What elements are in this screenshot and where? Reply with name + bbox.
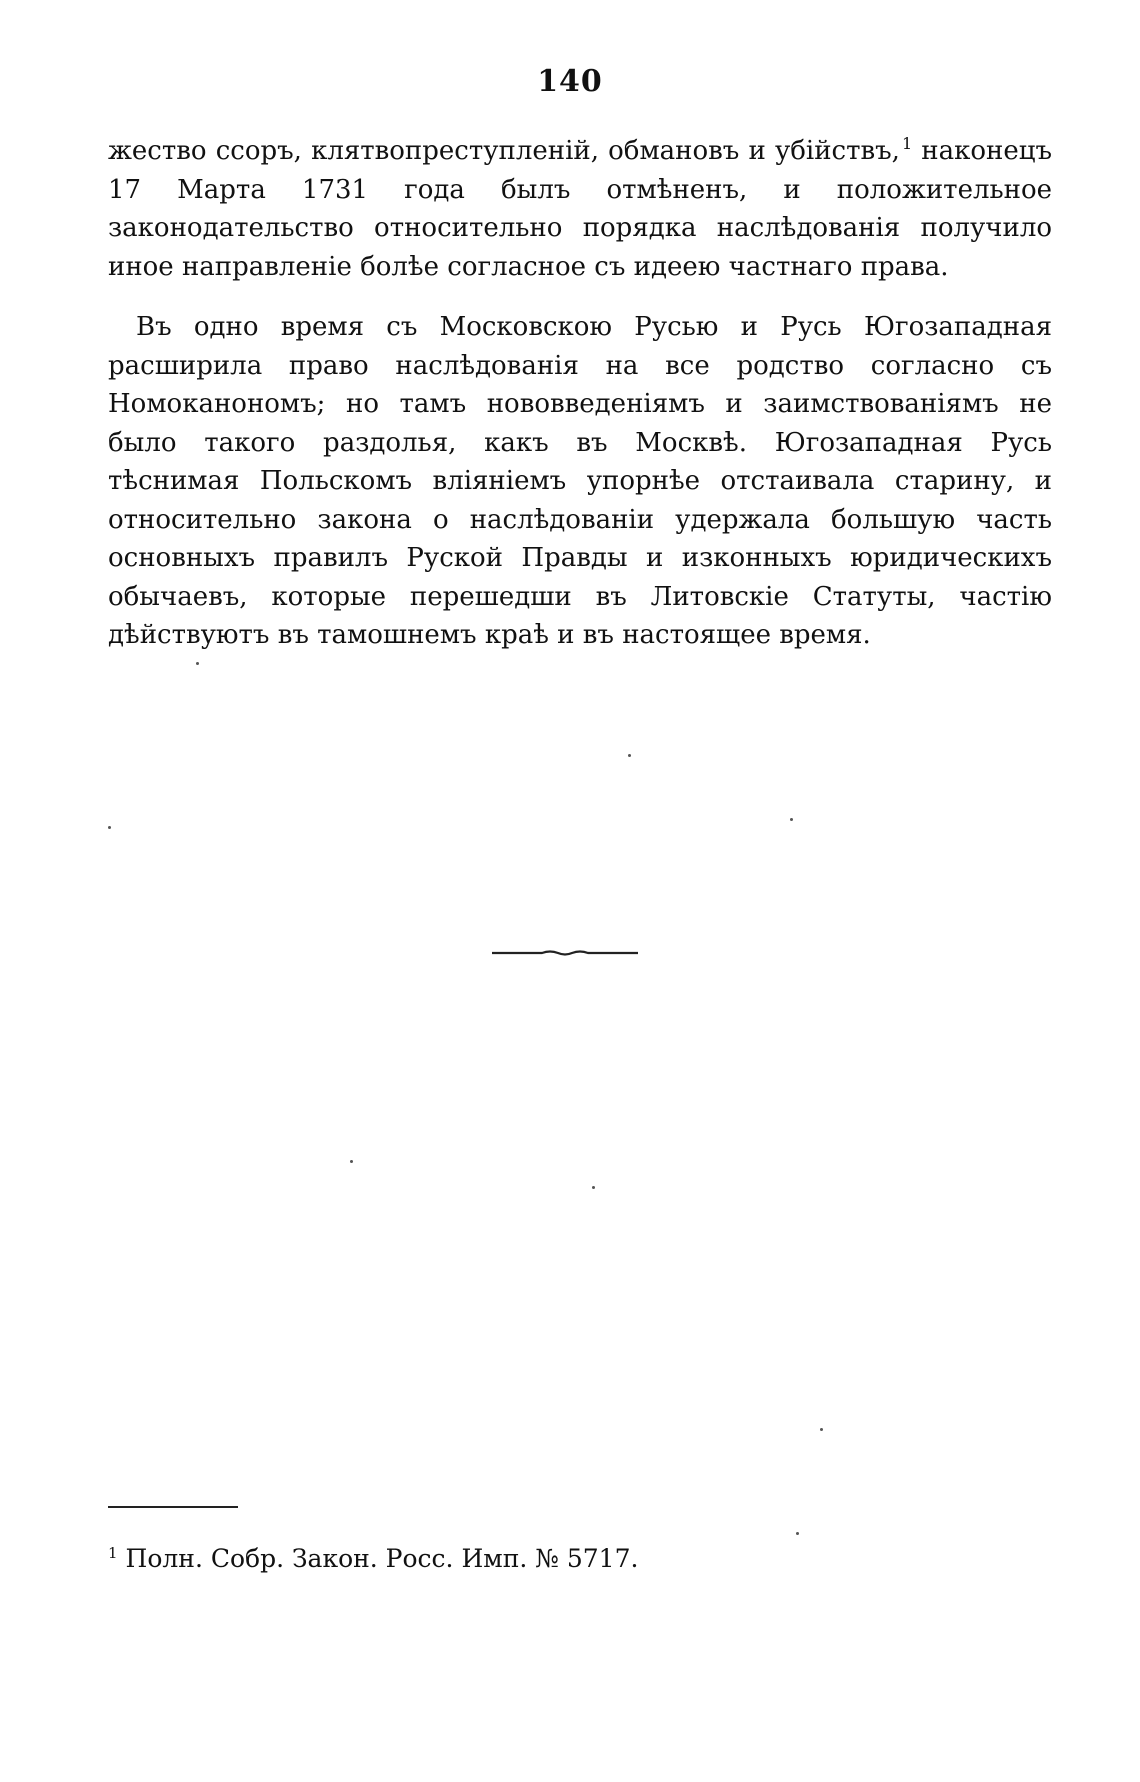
footnote	[108, 1542, 1048, 1576]
footnote-marker: 1	[108, 1544, 118, 1562]
body-text	[108, 132, 1052, 655]
scan-speck	[196, 662, 199, 665]
footnote-reference[interactable]: 1	[901, 134, 913, 153]
section-divider-line	[492, 952, 638, 955]
scan-speck	[350, 1160, 353, 1163]
scan-speck	[820, 1428, 823, 1431]
scan-speck	[108, 826, 111, 829]
footnote-text: Полн. Собр. Закон. Росс. Имп. № 5717.	[125, 1544, 639, 1573]
scan-speck	[790, 818, 793, 821]
scan-speck	[628, 754, 631, 757]
scan-speck	[796, 1532, 799, 1535]
section-divider	[490, 946, 640, 960]
paragraph-1	[108, 132, 1052, 286]
paragraph-2	[108, 308, 1052, 655]
scan-speck	[592, 1186, 595, 1189]
paragraph-1-text-after: наконецъ 17 Марта 1731 года былъ отмѣненъ, и положительное законодательство относительно порядка наслѣдованія получило иное направленіе болѣе согласное съ идеею частнаго права.	[108, 136, 1053, 282]
paragraph-2-text: Въ одно время съ Московскою Русью и Русь Югозападная расширила право наслѣдованія на все родство согласно съ Номоканономъ; но тамъ нововведеніямъ и заимствованіямъ не было такого раздолья, какъ въ Москвѣ. Югозападная Русь тѣснимая Польскомъ вліяніемъ упорнѣе отстаивала старину, и относительно закона о наслѣдованіи удержала большую часть основныхъ правилъ Руской Правды и изконныхъ юридическихъ обычаевъ, которые перешедши въ Литовскіе Статуты, частію дѣйствуютъ въ тамошнемъ краѣ и въ настоящее время.	[108, 312, 1052, 650]
page-number: 140	[537, 64, 603, 99]
footnote-separator	[108, 1506, 238, 1508]
paragraph-1-text: жество ссоръ, клятвопреступленій, обмановъ и убійствъ,	[108, 136, 900, 166]
